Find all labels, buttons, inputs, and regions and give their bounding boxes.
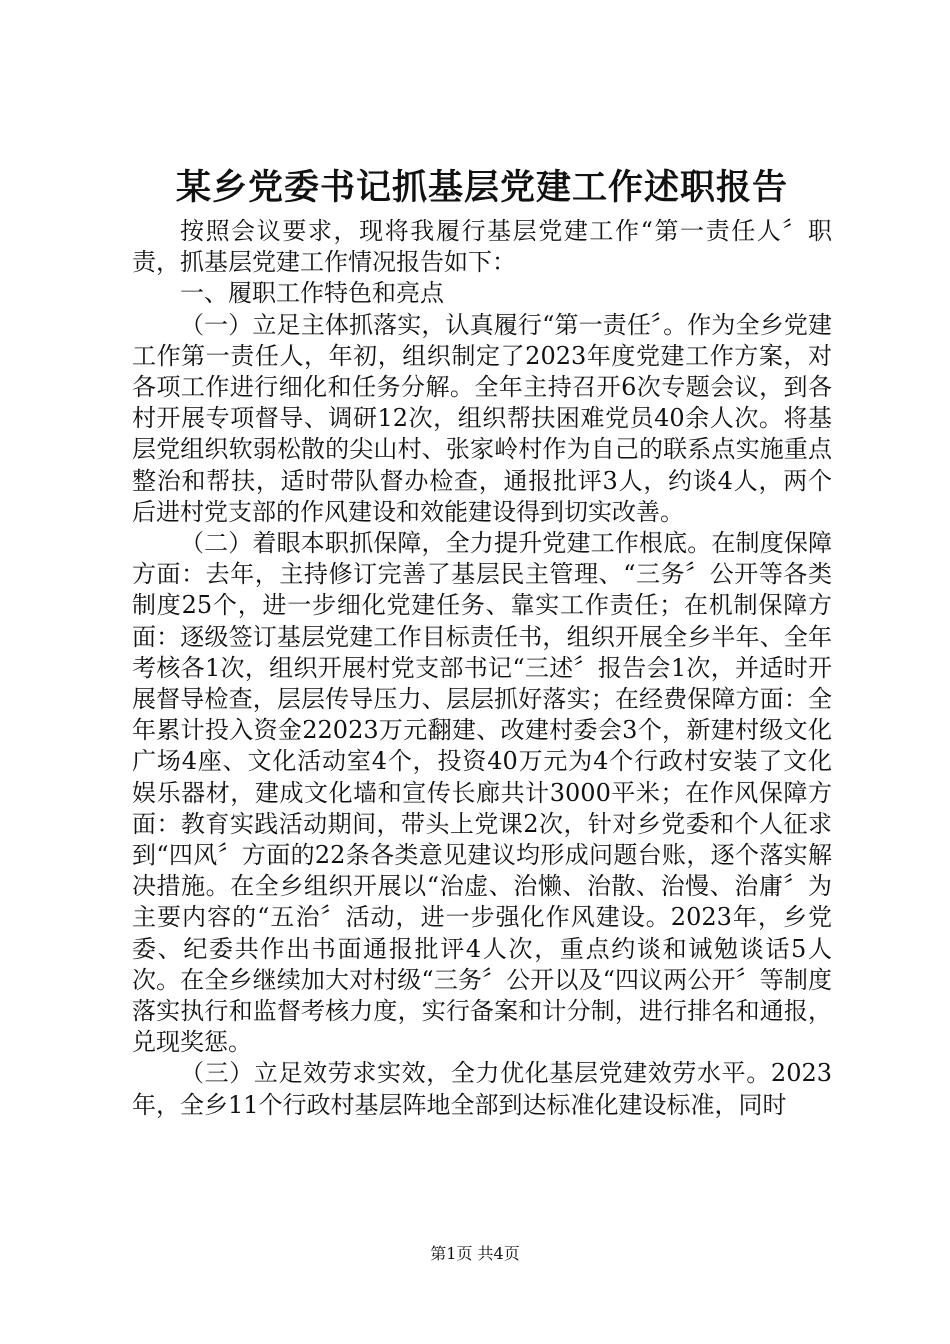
paragraph-intro: 按照会议要求，现将我履行基层党建工作“第一责任人〞职责，抓基层党建工作情况报告如下： [132, 217, 832, 277]
document-page [132, 160, 832, 1121]
document-title: 某乡党委书记抓基层党建工作述职报告 [175, 167, 788, 208]
paragraph-section-1-3: （三）立足效劳求实效，全力优化基层党建效劳水平。2023年，全乡11个行政村基层阵地全部到达标准化建设标准，同时 [132, 1059, 832, 1119]
page-footer: 第1页 共4页 [430, 1244, 520, 1263]
paragraph-section-1-2: （二）着眼本职抓保障，全力提升党建工作根底。在制度保障方面：去年，主持修订完善了基层民主管理、“三务〞公开等各类制度25个，进一步细化党建任务、靠实工作责任；在机制保障方面：逐级签订基层党建工作目标责任书，组织开展全乡半年、全年考核各1次，组织开展村党支部书记“三述〞报告会1次，并适时开展督导检查，层层传导压力、层层抓好落实；在经费保障方面：全年累计投入资金22023万元翻建、改建村委会3个，新建村级文化广场4座、文化活动室4个，投资40万元为4个行政村安装了文化娱乐器材，建成文化墙和宣传长廊共计3000平米；在作风保障方面：教育实践活动期间，带头上党课2次，针对乡党委和个人征求到“四风〞方面的22条各类意见建议均形成问题台账，逐个落实解决措施。在全乡组织开展以“治虚、治懒、治散、治慢、治庸〞为主要内容的“五治〞活动，进一步强化作风建设。2023年，乡党委、纪委共作出书面通报批评4人次，重点约谈和诫勉谈话5人次。在全乡继续加大对村级“三务〞公开以及“四议两公开〞等制度落实执行和监督考核力度，实行备案和计分制，进行排名和通报，兑现奖惩。 [132, 529, 832, 1057]
paragraph-section-1-1: （一）立足主体抓落实，认真履行“第一责任〞。作为全乡党建工作第一责任人，年初，组织制定了2023年度党建工作方案，对各项工作进行细化和任务分解。全年主持召开6次专题会议，到各村开展专项督导、调研12次，组织帮扶困难党员40余人次。将基层党组织软弱松散的尖山村、张家岭村作为自己的联系点实施重点整治和帮扶，适时带队督办检查，通报批评3人，约谈4人，两个后进村党支部的作风建设和效能建设得到切实改善。 [132, 310, 832, 526]
section-heading-1: 一、履职工作特色和亮点 [180, 279, 444, 308]
